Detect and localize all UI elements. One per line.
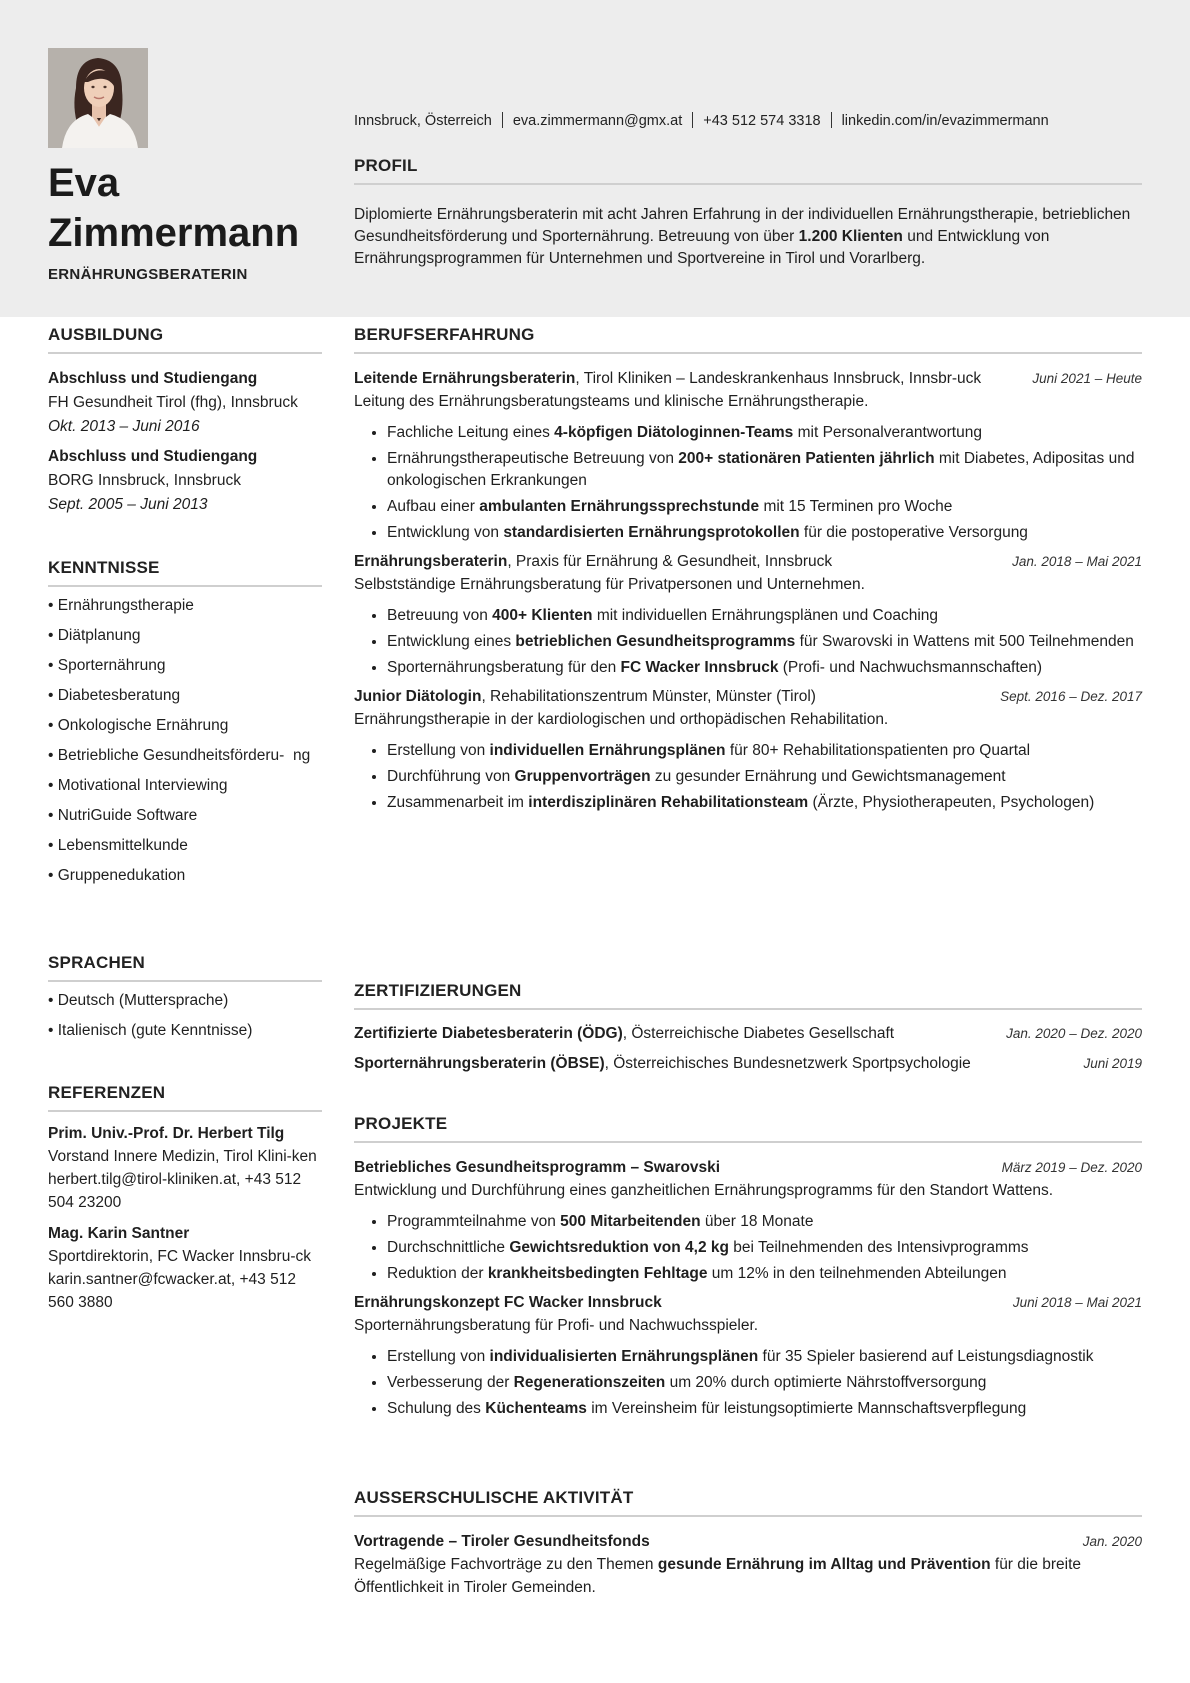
bullet-text: Fachliche Leitung eines bbox=[387, 424, 555, 441]
bullet-text: Schulung des bbox=[387, 1400, 486, 1417]
certification-dates: Jan. 2020 – Dez. 2020 bbox=[1006, 1026, 1142, 1041]
first-name: Eva bbox=[48, 161, 120, 205]
job-org: , Tirol Kliniken – Landeskrankenhaus Innsbruck, Innsbr-uck bbox=[575, 370, 982, 387]
bullet-highlight: Küchenteams bbox=[485, 1400, 587, 1417]
skill-item: • Diätplanung bbox=[48, 627, 141, 644]
bullet-text: Zusammenarbeit im bbox=[387, 794, 529, 811]
bullet-text: Verbesserung der bbox=[387, 1374, 514, 1391]
bullet-item bbox=[387, 1237, 1142, 1259]
job-description: Leitung des Ernährungsberatungsteams und klinische Ernährungstherapie. bbox=[354, 393, 869, 410]
bullet-item bbox=[387, 766, 1142, 788]
bullet-highlight: FC Wacker Innsbruck bbox=[620, 659, 779, 676]
job-entry bbox=[354, 367, 1142, 544]
job-dates: Juni 2021 – Heute bbox=[1032, 371, 1142, 386]
bullet-text: Entwicklung von bbox=[387, 524, 504, 541]
portrait-image bbox=[48, 48, 148, 148]
profile-section bbox=[354, 156, 1142, 270]
section-title-certifications: ZERTIFIZIERUNGEN bbox=[354, 981, 1142, 1010]
contact-location: Innsbruck, Österreich bbox=[354, 113, 492, 129]
bullet-item bbox=[387, 1211, 1142, 1233]
bullet-item bbox=[387, 605, 1142, 627]
job-header bbox=[354, 685, 1142, 708]
project-bullets bbox=[354, 1346, 1142, 1420]
section-title-references: REFERENZEN bbox=[48, 1083, 322, 1112]
bullet-item bbox=[387, 657, 1142, 679]
bullet-highlight: interdisziplinären Rehabilitationsteam bbox=[528, 794, 809, 811]
education-item bbox=[48, 367, 322, 439]
bullet-text: Erstellung von bbox=[387, 742, 490, 759]
reference-role: Vorstand Innere Medizin, Tirol Klini-ken bbox=[48, 1148, 317, 1165]
section-title-experience: BERUFSERFAHRUNG bbox=[354, 325, 1142, 354]
contact-phone[interactable]: +43 512 574 3318 bbox=[703, 113, 821, 129]
job-dates: Sept. 2016 – Dez. 2017 bbox=[1000, 689, 1142, 704]
bullet-item bbox=[387, 1346, 1142, 1368]
reference-contact: karin.santner@fcwacker.at, +43 512 560 3880 bbox=[48, 1271, 296, 1311]
activity-header bbox=[354, 1530, 1142, 1553]
bullet-text: Erstellung von bbox=[387, 1348, 490, 1365]
bullet-text: Reduktion der bbox=[387, 1265, 488, 1282]
contact-divider bbox=[502, 112, 503, 128]
project-name: Betriebliches Gesundheitsprogramm – Swarovski bbox=[354, 1159, 721, 1176]
bullet-text: Durchschnittliche bbox=[387, 1239, 510, 1256]
skill-item: • Onkologische Ernährung bbox=[48, 717, 229, 734]
bullet-text: mit Personalverantwortung bbox=[793, 424, 982, 441]
bullet-highlight: individuellen Ernährungsplänen bbox=[489, 742, 726, 759]
bullet-highlight: 200+ stationären Patienten jährlich bbox=[678, 450, 935, 467]
bullet-text: um 20% durch optimierte Nährstoffversorgung bbox=[665, 1374, 987, 1391]
bullet-highlight: 500 Mitarbeitenden bbox=[560, 1213, 701, 1230]
certification-item bbox=[354, 1052, 1142, 1075]
section-title-education: AUSBILDUNG bbox=[48, 325, 322, 354]
contact-email[interactable]: eva.zimmermann@gmx.at bbox=[512, 113, 683, 129]
project-header bbox=[354, 1156, 1142, 1179]
contact-linkedin[interactable]: linkedin.com/in/evazimmermann bbox=[841, 113, 1049, 129]
job-description: Selbstständige Ernährungsberatung für Privatpersonen und Unternehmen. bbox=[354, 576, 865, 593]
job-org: , Rehabilitationszentrum Münster, Münster (Tirol) bbox=[481, 688, 816, 705]
bullet-text: über 18 Monate bbox=[700, 1213, 814, 1230]
bullet-text: mit 15 Terminen pro Woche bbox=[759, 498, 953, 515]
bullet-highlight: Gruppenvorträgen bbox=[514, 768, 651, 785]
bullet-text: bei Teilnehmenden des Intensivprogramms bbox=[728, 1239, 1029, 1256]
skill-item: • Ernährungstherapie bbox=[48, 597, 194, 614]
job-org: , Praxis für Ernährung & Gesundheit, Innsbruck bbox=[507, 553, 833, 570]
education-dates: Sept. 2005 – Juni 2013 bbox=[48, 496, 208, 513]
bullet-text: Aufbau einer bbox=[387, 498, 480, 515]
bullet-text: mit Diabetes, Adipositas und onkologischen Erkrankungen bbox=[387, 450, 1135, 489]
bullet-text: Betreuung von bbox=[387, 607, 493, 624]
bullet-text: um 12% in den teilnehmenden Abteilungen bbox=[707, 1265, 1007, 1282]
bullet-text: (Profi- und Nachwuchsmannschaften) bbox=[778, 659, 1043, 676]
bullet-text: Durchführung von bbox=[387, 768, 515, 785]
language-item: • Deutsch (Muttersprache) bbox=[48, 992, 229, 1009]
skill-item: • Diabetesberatung bbox=[48, 687, 181, 704]
contact-divider bbox=[831, 112, 832, 128]
activity-text: Regelmäßige Fachvorträge zu den Themen bbox=[354, 1556, 658, 1573]
reference-name: Mag. Karin Santner bbox=[48, 1225, 190, 1242]
activity-description bbox=[354, 1553, 1142, 1599]
education-degree: Abschluss und Studiengang bbox=[48, 448, 258, 465]
bullet-text: Programmteilnahme von bbox=[387, 1213, 561, 1230]
section-title-profile: PROFIL bbox=[354, 156, 1142, 185]
job-entry bbox=[354, 550, 1142, 679]
certification-dates: Juni 2019 bbox=[1083, 1056, 1142, 1071]
projects-section bbox=[354, 1114, 1142, 1424]
bullet-item bbox=[387, 496, 1142, 518]
bullet-item bbox=[387, 792, 1142, 814]
skill-item: • Motivational Interviewing bbox=[48, 777, 228, 794]
profile-text bbox=[354, 204, 1142, 270]
job-title: ERNÄHRUNGSBERATERIN bbox=[48, 266, 248, 283]
job-bullets bbox=[354, 422, 1142, 544]
bullet-highlight: individualisierten Ernährungsplänen bbox=[489, 1348, 759, 1365]
candidate-name bbox=[48, 158, 299, 258]
bullet-text: Entwicklung eines bbox=[387, 633, 516, 650]
profile-text-part: und Entwicklung von Ernährungsprogrammen für Unternehmen und Sportvereine in Tirol und Vorarlberg. bbox=[354, 228, 1050, 267]
project-name: Ernährungskonzept FC Wacker Innsbruck bbox=[354, 1294, 662, 1311]
skill-item: • Gruppenedukation bbox=[48, 867, 186, 884]
reference-name: Prim. Univ.-Prof. Dr. Herbert Tilg bbox=[48, 1125, 285, 1142]
section-title-skills: KENNTNISSE bbox=[48, 558, 322, 587]
bullet-highlight: betrieblichen Gesundheitsprogramms bbox=[515, 633, 796, 650]
certification-name: Zertifizierte Diabetesberaterin (ÖDG) bbox=[354, 1025, 623, 1042]
project-entry bbox=[354, 1291, 1142, 1420]
certification-org: , Österreichische Diabetes Gesellschaft bbox=[622, 1025, 895, 1042]
activity-highlight: gesunde Ernährung im Alltag und Prävention bbox=[657, 1556, 991, 1573]
project-dates: Juni 2018 – Mai 2021 bbox=[1012, 1295, 1142, 1310]
job-role: Ernährungsberaterin bbox=[354, 553, 508, 570]
section-title-projects: PROJEKTE bbox=[354, 1114, 1142, 1143]
bullet-highlight: Regenerationszeiten bbox=[513, 1374, 666, 1391]
bullet-item bbox=[387, 522, 1142, 544]
profile-text-highlight: 1.200 Klienten bbox=[798, 228, 903, 245]
activity-text: für die breite Öffentlichkeit in Tiroler Gemeinden. bbox=[354, 1556, 1082, 1596]
bullet-text: im Vereinsheim für leistungsoptimierte Mannschaftsverpflegung bbox=[586, 1400, 1027, 1417]
project-entry bbox=[354, 1156, 1142, 1285]
contact-bar bbox=[354, 112, 1049, 129]
certification-item bbox=[354, 1022, 1142, 1045]
project-description: Sporternährungsberatung für Profi- und Nachwuchsspieler. bbox=[354, 1317, 759, 1334]
bullet-highlight: 400+ Klienten bbox=[492, 607, 593, 624]
bullet-item bbox=[387, 631, 1142, 653]
section-title-languages: SPRACHEN bbox=[48, 953, 322, 982]
contact-divider bbox=[692, 112, 693, 128]
skills-list bbox=[48, 595, 322, 887]
job-dates: Jan. 2018 – Mai 2021 bbox=[1012, 554, 1142, 569]
reference-contact: herbert.tilg@tirol-kliniken.at, +43 512 504 23200 bbox=[48, 1171, 302, 1211]
job-description: Ernährungstherapie in der kardiologischen und orthopädischen Rehabilitation. bbox=[354, 711, 889, 728]
education-item bbox=[48, 445, 322, 517]
bullet-text: für 35 Spieler basierend auf Leistungsdiagnostik bbox=[758, 1348, 1094, 1365]
education-school: BORG Innsbruck, Innsbruck bbox=[48, 472, 241, 489]
languages-list bbox=[48, 990, 322, 1042]
bullet-item bbox=[387, 1372, 1142, 1394]
profile-photo bbox=[48, 48, 148, 148]
project-description: Entwicklung und Durchführung eines ganzheitlichen Ernährungsprogramms für den Standort Wattens. bbox=[354, 1182, 1054, 1199]
skill-item: • Lebensmittelkunde bbox=[48, 837, 188, 854]
bullet-text: für 80+ Rehabilitationspatienten pro Quartal bbox=[725, 742, 1031, 759]
activity-entry bbox=[354, 1530, 1142, 1599]
job-role: Leitende Ernährungsberaterin bbox=[354, 370, 576, 387]
activities-section bbox=[354, 1488, 1142, 1599]
bullet-item bbox=[387, 740, 1142, 762]
bullet-highlight: 4-köpfigen Diätologinnen-Teams bbox=[554, 424, 794, 441]
bullet-highlight: ambulanten Ernährungssprechstunde bbox=[479, 498, 760, 515]
bullet-text: für die postoperative Versorgung bbox=[799, 524, 1028, 541]
job-bullets bbox=[354, 605, 1142, 679]
activity-dates: Jan. 2020 bbox=[1082, 1534, 1142, 1549]
bullet-text: Ernährungstherapeutische Betreuung von bbox=[387, 450, 679, 467]
bullet-highlight: standardisierten Ernährungsprotokollen bbox=[503, 524, 800, 541]
last-name: Zimmermann bbox=[48, 211, 300, 255]
activity-name: Vortragende – Tiroler Gesundheitsfonds bbox=[354, 1533, 650, 1550]
certification-org: , Österreichisches Bundesnetzwerk Sportpsychologie bbox=[604, 1055, 971, 1072]
header bbox=[0, 0, 1190, 317]
education-school: FH Gesundheit Tirol (fhg), Innsbruck bbox=[48, 394, 298, 411]
bullet-text: (Ärzte, Physiotherapeuten, Psychologen) bbox=[808, 794, 1095, 811]
bullet-text: mit individuellen Ernährungsplänen und Coaching bbox=[592, 607, 939, 624]
bullet-item bbox=[387, 1263, 1142, 1285]
bullet-item bbox=[387, 422, 1142, 444]
skill-item: • NutriGuide Software bbox=[48, 807, 198, 824]
languages-section bbox=[48, 953, 322, 1042]
bullet-text: Sporternährungsberatung für den bbox=[387, 659, 621, 676]
project-dates: März 2019 – Dez. 2020 bbox=[1001, 1160, 1142, 1175]
skills-section bbox=[48, 558, 322, 887]
experience-section bbox=[354, 325, 1142, 818]
education-section bbox=[48, 325, 322, 517]
project-header bbox=[354, 1291, 1142, 1314]
reference-item bbox=[48, 1222, 322, 1314]
certifications-section bbox=[354, 981, 1142, 1075]
bullet-text: für Swarovski in Wattens mit 500 Teilnehmenden bbox=[795, 633, 1134, 650]
project-bullets bbox=[354, 1211, 1142, 1285]
job-bullets bbox=[354, 740, 1142, 814]
reference-item bbox=[48, 1122, 322, 1214]
bullet-item bbox=[387, 1398, 1142, 1420]
bullet-item bbox=[387, 448, 1142, 492]
bullet-highlight: Gewichtsreduktion von 4,2 kg bbox=[509, 1239, 729, 1256]
job-role: Junior Diätologin bbox=[354, 688, 482, 705]
bullet-text: zu gesunder Ernährung und Gewichtsmanagement bbox=[650, 768, 1006, 785]
skill-item: • Betriebliche Gesundheitsförderu- ng bbox=[48, 747, 311, 764]
job-header bbox=[354, 367, 1142, 390]
skill-item: • Sporternährung bbox=[48, 657, 166, 674]
education-dates: Okt. 2013 – Juni 2016 bbox=[48, 418, 200, 435]
section-title-activities: AUSSERSCHULISCHE AKTIVITÄT bbox=[354, 1488, 1142, 1517]
job-entry bbox=[354, 685, 1142, 814]
education-degree: Abschluss und Studiengang bbox=[48, 370, 258, 387]
bullet-highlight: krankheitsbedingten Fehltage bbox=[487, 1265, 708, 1282]
profile-text-part: Diplomierte Ernährungsberaterin mit acht Jahren Erfahrung in der individuellen Ernährungstherapie, betrieblichen Gesundheitsförderung und Sporternährung. Betreuung von über bbox=[354, 206, 1131, 245]
job-header bbox=[354, 550, 1142, 573]
references-section bbox=[48, 1083, 322, 1314]
language-item: • Italienisch (gute Kenntnisse) bbox=[48, 1022, 253, 1039]
reference-role: Sportdirektorin, FC Wacker Innsbru-ck bbox=[48, 1248, 312, 1265]
certification-name: Sporternährungsberaterin (ÖBSE) bbox=[354, 1055, 605, 1072]
